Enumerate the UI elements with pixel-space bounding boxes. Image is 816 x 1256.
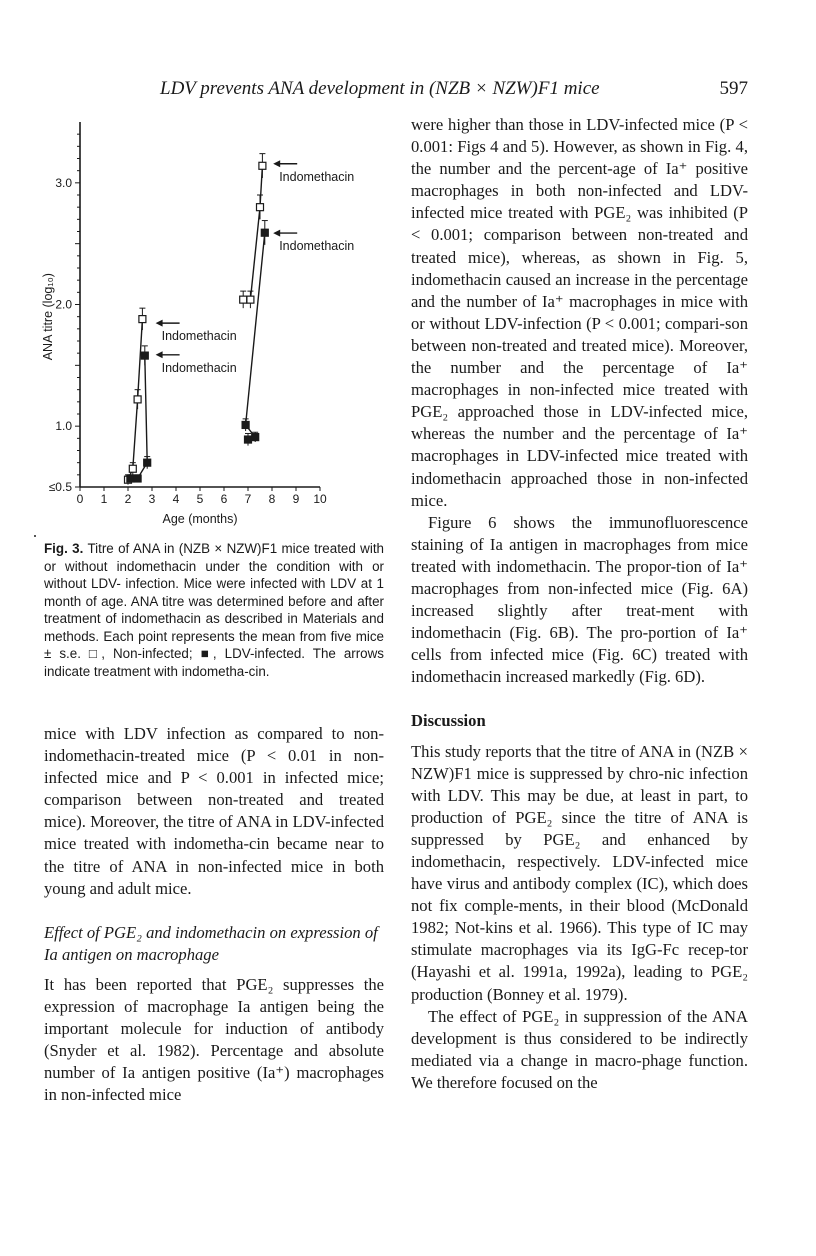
data-point-ldv-infected — [134, 475, 141, 482]
x-tick-label: 0 — [76, 492, 84, 506]
indomethacin-label: Indomethacin — [161, 329, 237, 344]
left-paragraph-2: It has been reported that PGE₂ suppresses the expression of macrophage Ia antigen being the important molecule for induction of antibody (Snyder et al. 1982). Percentage and absolute number of Ia antigen positive (Ia⁺) macrophages in non-infected mice — [44, 974, 384, 1105]
x-tick-label: 9 — [292, 492, 300, 506]
figure-caption — [44, 540, 384, 680]
indomethacin-label: Indomethacin — [279, 239, 355, 254]
x-tick-label: 1 — [100, 492, 108, 506]
section-heading-discussion: Discussion — [411, 711, 486, 731]
page-number: 597 — [719, 78, 748, 99]
figure-3-chart — [40, 114, 380, 532]
right-column-text — [411, 114, 748, 1094]
arrow-head — [273, 160, 280, 167]
x-tick-label: 8 — [268, 492, 276, 506]
arrow-head — [156, 320, 163, 327]
running-title: LDV prevents ANA development in (NZB × NZW)F1 mice — [160, 78, 600, 99]
chart-annotations — [156, 160, 355, 375]
x-axis-label: Age (months) — [162, 512, 238, 526]
x-tick-label: 5 — [196, 492, 204, 506]
right-paragraph-1: were higher than those in LDV-infected mice (P < 0.001: Figs 4 and 5). However, as shown in Fig. 4, the number and the percent-age of Ia⁺ positive macrophages in both non-infected and LDV-infected mice treated with PGE₂ was inhibited (P < 0.001; comparison between non-treated and treated mice), whereas, as shown in Fig. 5, indomethacin caused an increase in the percentage and the number of Ia⁺ macrophages in mice with or without LDV-infection (P < 0.001; compari-son between non-treated and treated mice). Moreover, the number and the percentage of Ia⁺ macrophages in non-infected mice treated with PGE₂ approached those in LDV-infected mice, whereas the number and the percentage of Ia⁺ macrophages in LDV-infected mice treated with indomethacin approached those in non-infected mice. — [411, 115, 748, 510]
x-tick-label: 3 — [148, 492, 156, 506]
x-tick-label: 7 — [244, 492, 252, 506]
left-paragraph-1: mice with LDV infection as compared to non-indomethacin-treated mice (P < 0.01 in non-infected mice and P < 0.001 in infected mice; comparison between non-treated and treated mice). Moreover, the titre of ANA in LDV-infected mice treated with indometha-cin became near to the titre of ANA in non-infected mice in both young and adult mice. — [44, 724, 384, 898]
x-tick-label: 10 — [313, 492, 327, 506]
caption-label: Fig. 3. — [44, 541, 84, 556]
left-column-text — [44, 723, 384, 1107]
data-point-non-infected — [139, 316, 146, 323]
data-point-non-infected — [247, 296, 254, 303]
y-tick-label: 2.0 — [55, 297, 72, 312]
x-tick-label: 2 — [124, 492, 132, 506]
arrow-head — [273, 230, 280, 237]
data-point-ldv-infected — [261, 229, 268, 236]
arrow-head — [156, 351, 163, 358]
data-point-non-infected — [259, 162, 266, 169]
y-tick-label: 1.0 — [55, 419, 72, 434]
y-tick-label: 3.0 — [55, 175, 72, 190]
data-point-ldv-infected — [242, 421, 249, 428]
data-point-non-infected — [129, 465, 136, 472]
stray-mark — [34, 535, 36, 537]
right-paragraph-3: This study reports that the titre of ANA in (NZB × NZW)F1 mice is suppressed by chro-nic infection with LDV. This may be due, at least in part, to production of PGE₂ since the titre of ANA is suppressed by PGE₂ and enhanced by indomethacin, respectively. LDV-infected mice have virus and antibody complex (IC), which does not fix comple-ments, in their blood (McDonald 1982; Not-kins et al. 1966). This type of IC may stimulate macrophages via its IgG-Fc recep-tor (Hayashi et al. 1991a, 1992a), leading to PGE₂ production (Bonney et al. 1979). — [411, 741, 748, 1004]
running-header — [160, 78, 748, 104]
right-paragraph-2: Figure 6 shows the immunofluorescence staining of Ia antigen in macrophages from mice treated with indomethacin. The propor-tion of Ia⁺ macrophages from non-infected mice (Fig. 6A) increased slightly after treat-ment with indomethacin (Fig. 6B). The pro-portion of Ia⁺ cells from infected mice (Fig. 6C) treated with indomethacin increased markedly (Fig. 6D). — [411, 512, 748, 687]
indomethacin-label: Indomethacin — [161, 360, 237, 375]
chart-lines — [128, 166, 265, 480]
series-line — [246, 233, 265, 440]
x-tick-label: 6 — [220, 492, 228, 506]
data-point-non-infected — [240, 296, 247, 303]
y-tick-label: ≤0.5 — [48, 480, 72, 494]
right-paragraph-4: The effect of PGE₂ in suppression of the ANA development is thus considered to be indirectly mediated via a change in macro-phage function. We therefore focused on the — [411, 1006, 748, 1092]
y-axis-label: ANA titre (log₁₀) — [41, 273, 55, 361]
data-point-ldv-infected — [144, 459, 151, 466]
indomethacin-label: Indomethacin — [279, 169, 355, 184]
data-point-ldv-infected — [252, 434, 259, 441]
data-point-non-infected — [257, 204, 264, 211]
x-tick-label: 4 — [172, 492, 180, 506]
data-point-ldv-infected — [141, 352, 148, 359]
caption-text: Titre of ANA in (NZB × NZW)F1 mice treated with or without indomethacin under the condition with or without LDV- infection. Mice were infected with LDV at 1 month of age. ANA titre was determined before and after treatment of indomethacin as described in Materials and methods. Each point represents the mean from five mice ± s.e. □, Non-infected; ■, LDV-infected. The arrows indicate treatment with indometha-cin. — [44, 541, 384, 679]
data-point-non-infected — [134, 396, 141, 403]
subsection-heading: Effect of PGE₂ and indomethacin on expression of Ia antigen on macrophage — [44, 922, 378, 964]
data-point-ldv-infected — [127, 475, 134, 482]
data-point-ldv-infected — [245, 436, 252, 443]
